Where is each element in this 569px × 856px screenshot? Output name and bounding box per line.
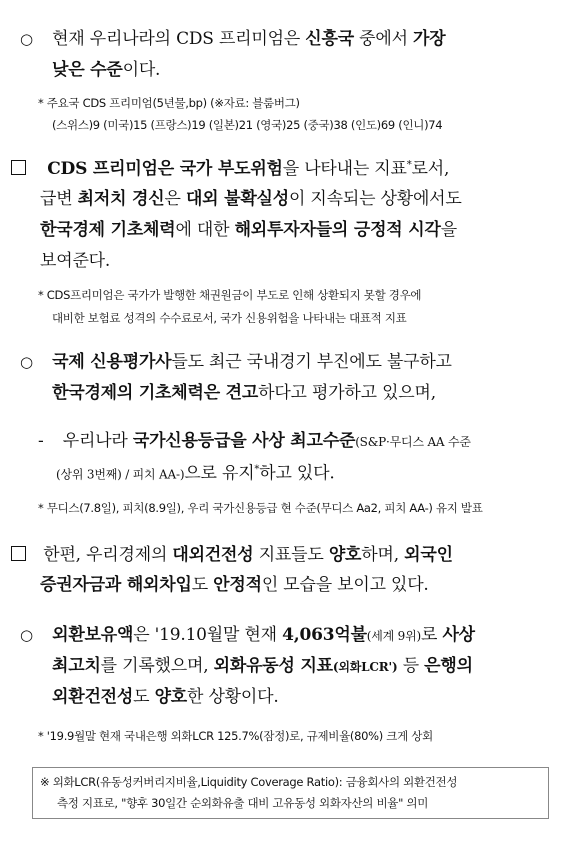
s5-line-3: 외환건전성도 양호한 상황이다.: [52, 687, 279, 707]
s3-line-1: ○ 국제 신용평가사들도 최근 국내경기 부진에도 불구하고: [20, 352, 452, 372]
definition-line-1: ※ 외화LCR(유동성커버리지비율,Liquidity Coverage Ratio): 금융회사의 외환건전성: [40, 775, 458, 789]
definition-line-2: 측정 지표로, "향후 30일간 순외화유출 대비 고유동성 외화자산의 비율" 의미: [57, 796, 429, 810]
s3-line-2: 한국경제의 기초체력은 견고하다고 평가하고 있으며,: [52, 383, 436, 403]
circle-bullet-icon: ○: [20, 30, 33, 48]
s2-line-2: 급변 최저치 경신은 대외 불확실성이 지속되는 상황에서도: [40, 189, 462, 209]
s3-dash-line-1: - 우리나라 국가신용등급을 사상 최고수준(S&P·무디스 AA 수준: [38, 431, 471, 451]
s1-line-2: 낮은 수준이다.: [52, 60, 161, 80]
s4-line-2: 증권자금과 해외차입도 안정적인 모습을 보이고 있다.: [40, 575, 429, 595]
s5-line-2: 최고치를 기록했으며, 외화유동성 지표(외화LCR') 등 은행의: [52, 656, 473, 676]
dash-bullet-icon: -: [38, 431, 44, 451]
s5-note-1: * '19.9월말 현재 국내은행 외화LCR 125.7%(잠정)로, 규제비율(80%) 크게 상회: [38, 729, 433, 743]
s1-line-1: ○ 현재 우리나라의 CDS 프리미엄은 신흥국 중에서 가장: [20, 29, 446, 49]
s1-note-2: (스위스)9 (미국)15 (프랑스)19 (일본)21 (영국)25 (중국)38 (인도)69 (인니)74: [52, 118, 443, 132]
checkbox-square-icon: [11, 160, 26, 175]
checkbox-square-icon: [11, 546, 26, 561]
s3-note-1: * 무디스(7.8일), 피치(8.9일), 우리 국가신용등급 현 수준(무디스 Aa2, 피치 AA-) 유지 발표: [38, 501, 483, 515]
s2-line-4: 보여준다.: [40, 251, 111, 271]
circle-bullet-icon: ○: [20, 353, 33, 371]
s3-dash-line-2: (상위 3번째) / 피치 AA-)으로 유지*하고 있다.: [56, 463, 335, 484]
s4-line-1: 한편, 우리경제의 대외건전성 지표들도 양호하며, 외국인: [11, 546, 453, 564]
s2-line-3: 한국경제 기초체력에 대한 해외투자자들의 긍정적 시각을: [40, 220, 457, 240]
s1-note-1: * 주요국 CDS 프리미엄(5년물,bp) (※자료: 블룸버그): [38, 96, 300, 110]
s2-note-1: * CDS프리미엄은 국가가 발행한 채권원금이 부도로 인해 상환되지 못할 경우에: [38, 288, 422, 302]
s5-line-1: ○ 외환보유액은 '19.10월말 현재 4,063억불(세계 9위)로 사상: [20, 625, 475, 645]
s2-line-1: CDS 프리미엄은 국가 부도위험을 나타내는 지표*로서,: [11, 160, 449, 178]
definition-box: [32, 767, 549, 819]
circle-bullet-icon: ○: [20, 626, 33, 644]
s2-note-2: 대비한 보험료 성격의 수수료로서, 국가 신용위험을 나타내는 대표적 지표: [52, 311, 407, 325]
